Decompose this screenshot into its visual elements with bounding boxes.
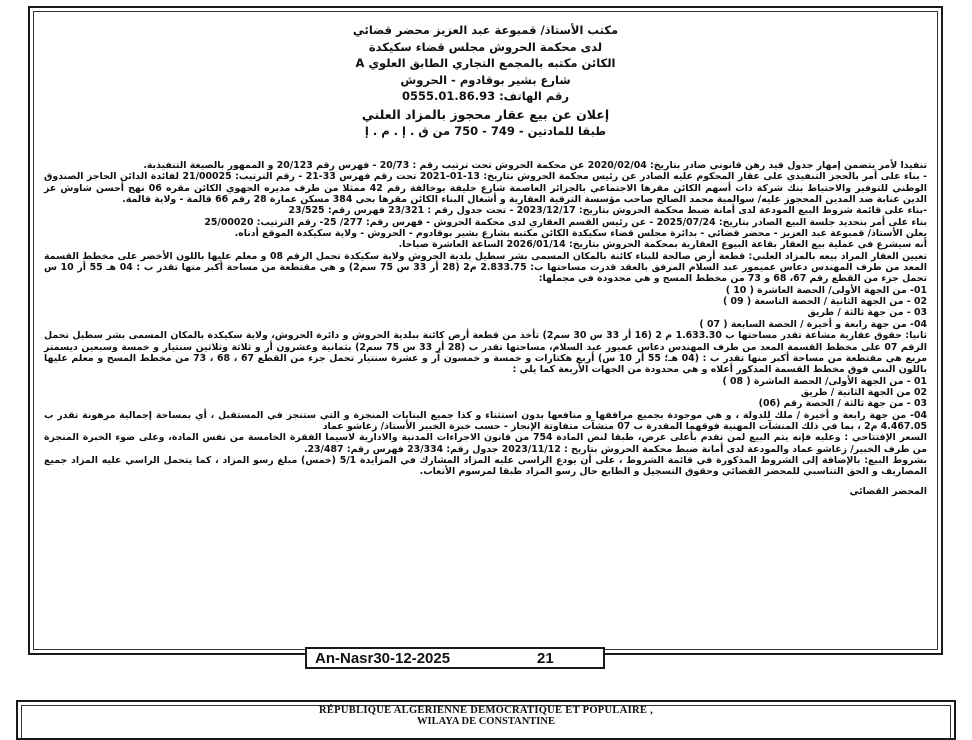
boundary-item: 01- من الجهة الأولى/ الحصة العاشرة ( 10 ): [725, 284, 927, 296]
notice-header: [30, 22, 941, 140]
paragraph: يعلن الأستاذ/ قمبوعة عبد العزيز - محضر قضائي - بدائرة مجلس قضاء سكيكدة الكائن مكتبه بشارع بشير بوقادوم - الحروش - ولاية سكيكدة الموقع أدناه.: [234, 228, 927, 240]
next-notice-box: [16, 700, 956, 740]
legal-reference: طبقا للمادتين - 749 - 750 من ق . إ . م . إ: [364, 124, 607, 138]
boundary-item: 02 من الجهة الثانية / طريق: [800, 386, 927, 398]
newspaper-footer: [305, 647, 605, 669]
paragraph: تنفيذا لأمر يتضمن إمهار جدول قيد رهن قانوني صادر بتاريخ: 2020/02/04 عن محكمة الحروش تحت ترتيب رقم : 20/73 - فهرس رقم 20/123 و الممهور بالصيغة التنفيذية.: [143, 160, 927, 171]
boundary-item: 03 - من جهة ثالثة / الحصة رقم (06): [758, 398, 927, 410]
page-number: 21: [537, 650, 554, 667]
office-address-line: الكائن مكتبه بالمجمع التجاري الطابق العلوي A: [355, 56, 616, 70]
street-line: شارع بشير بوقادوم - الحروش: [400, 72, 571, 87]
notice-body: [44, 160, 927, 627]
wilaya-header: WILAYA DE CONSTANTINE: [417, 716, 555, 727]
phone-line: رقم الهاتف: 0555.01.86.93: [401, 89, 570, 103]
notice-title: إعلان عن بيع عقار محجوز بالمزاد العلني: [361, 106, 610, 122]
sale-conditions-paragraph: بشروط البيع: بالإضافة إلى الشروط المذكورة في قائمة الشروط ، على أن يودع الراسي عليه المزاد المشارك في المزايدة 5/1 (خمس) مبلغ رسو المزاد ، كما يتحمل الراسي عليه المزاد جميع المصاريف و الحق التناسبي للمحضر القضائي وحقوق التسجيل و الطابع حال رسو المزاد طبقا لمرسوم الأتعاب.: [44, 454, 927, 478]
paragraph: 04- من جهة رابعة و أخيرة / ملك للدولة ، و هي موجودة بجميع مرافقها و منافعها بدون استثناء و كذا جميع البنايات المنجزة و التي ستنجز في المستقبل ، أي بمساحة إجمالية مرهونة تقدر ب 4.467.05 م2 ، بما في ذلك المنشآت المهنية فوقهما المقدرة ب 07 منشآت متفاوتة الإنجاز - حسب خبرة الخبير الأستاذ/ زغاشو عماد: [44, 409, 927, 432]
boundary-item: 03 - من جهة ثالثة / طريق: [807, 307, 927, 319]
paragraph: -بناء على قائمة شروط البيع المودعة لدى أمانة ضبط محكمة الحروش بتاريخ: 2023/12/17 - تحت جدول رقم : 23/321 فهرس رقم: 23/525: [288, 205, 927, 217]
boundary-item: 01 - من الجهة الأولى/ الحصة العاشرة ( 08 ): [722, 375, 927, 387]
legal-notice-box: [28, 6, 943, 655]
paragraph: تعيين العقار المراد بيعه بالمزاد العلني: قطعة أرض صالحة للبناء كائنة بالمكان المسمى بشر سطيل بلدية الحروش ولاية سكيكدة تحمل الرقم 08 و معلم عليها باللون الأخضر على مخطط القسمة المعد من طرف المهندس دعاس عميمور عبد السلام المرفق بالعقد قدرت مساحتها ب: 2.833.75 م2 (28 أر 33 س 75 سم2) و هي مقتطعة من مساحة أكبر منها تقدر ب : 04 هـ 55 أر 10 س تحمل جزء من القطع رقم 67، 68 و 73 من مخطط المسح و هي محدودة في مجملها:: [44, 250, 928, 285]
court-line: لدى محكمة الحروش مجلس قضاء سكيكدة: [368, 39, 603, 54]
paragraph: ثانيا: حقوق عقارية مشاعة تقدر مساحتها ب 1.633.30 م 2 (16 أر 33 س 30 سم2) تأخذ من قطعة أرض كائنة ببلدية الحروش و دائرة الحروش، ولاية سكيكدة بالمكان المسمى بشر سطيل تحمل الرقم 07 على مخطط القسمة المعد من طرف المهندس دعاس عميور عبد السلام، مساحتها تقدر ب (28 أر 33 س 75 سم2) بثمانية وعشرون أر و ثلاثة وثلاثين سنتيار و خمسة وسبعين ديسمتر مربع هي مقتطعة من مساحة أكبر منها تقدر ب : (04 هـ؛ 55 أر 10 س) أربع هكتارات و خمسة و خمسون آر و عشرة سنتيار تحمل جزء من القطع 67 ، 68 ، 73 من مخطط المسح و معلم عليها باللون البني فوق مخطط القسمة المذكور أعلاه و هي محدودة من الجهات الأربعة كما يلي :: [44, 330, 928, 376]
opening-price-paragraph: السعر الإفتتاحي : وعليه فإنه يتم البيع لمن تقدم بأعلى عرض، طبقا لنص المادة 754 من قانون الاجراءات المدنية والادارية لاسيما الفقرة الخامسة من نفس المادة، وعلى ضوء الخبرة المنجزة من طرف الخبير/ زغاشو عماد والمودعة لدى أمانة ضبط محكمة الحروش بتاريخ : 2023/11/12 جدول رقم: 23/334 فهرس رقم: 23/487.: [44, 432, 927, 455]
edition-label: An-Nasr30-12-2025: [315, 650, 451, 667]
boundary-item: 04- من جهة رابعة و أخيرة / الحصة السابعة ( 07 ): [699, 318, 927, 330]
bailiff-office-line: مكتب الأستاذ/ قمبوعة عبد العزيز محضر قضائي: [352, 23, 619, 37]
paragraph: بناء على أمر بتحديد جلسة البيع الصادر بتاريخ: 2025/07/24 - عن رئيس القسم العقاري لدى محكمة الحروش - فهرس رقم: 277/ 25- رقم الترتيب: 25/00020: [204, 216, 927, 228]
paragraph: - بناء على أمر بالحجز التنفيذي على عقار المحكوم عليه الصادر عن رئيس محكمة الحروش بتاريخ: 13-01-2021 تحت رقم فهرس 33-21 - رقم الترتيب: 21/00025 لفائدة الدائن الحاجز الصندوق الوطني للتوفير والاحتياط بنك شركة ذات أسهم الكائن مقرها الاجتماعي بالجزائر العاصمة شارع خليفة بوخالفة رقم 42 ممثلا من طرف مديره الجهوي الكائن مقره 06 نهج أحسن شاوش عز الدين عنابة ضد المدين المحجوز عليه/ سوالمية محمد الصالح صاحب مؤسسة الترقية العقارية و أشغال البناء الكائن مقرها بحي 384 مسكن عمارة 28 رقم 66 قالمة - ولاية قالمة.: [44, 171, 927, 206]
signature: المحضر القضائي: [849, 485, 927, 497]
boundary-item: 02 - من الجهة الثانية / الحصة التاسعة ( 09 ): [722, 296, 927, 308]
paragraph: أنه سيشرع في عملية بيع العقار بقاعة البيوع العقارية بمحكمة الحروش بتاريخ: 2026/01/14 الساعة العاشرة صباحا.: [398, 239, 927, 251]
republic-header: RÉPUBLIQUE ALGERIENNE DEMOCRATIQUE ET POPULAIRE ,: [318, 705, 654, 716]
